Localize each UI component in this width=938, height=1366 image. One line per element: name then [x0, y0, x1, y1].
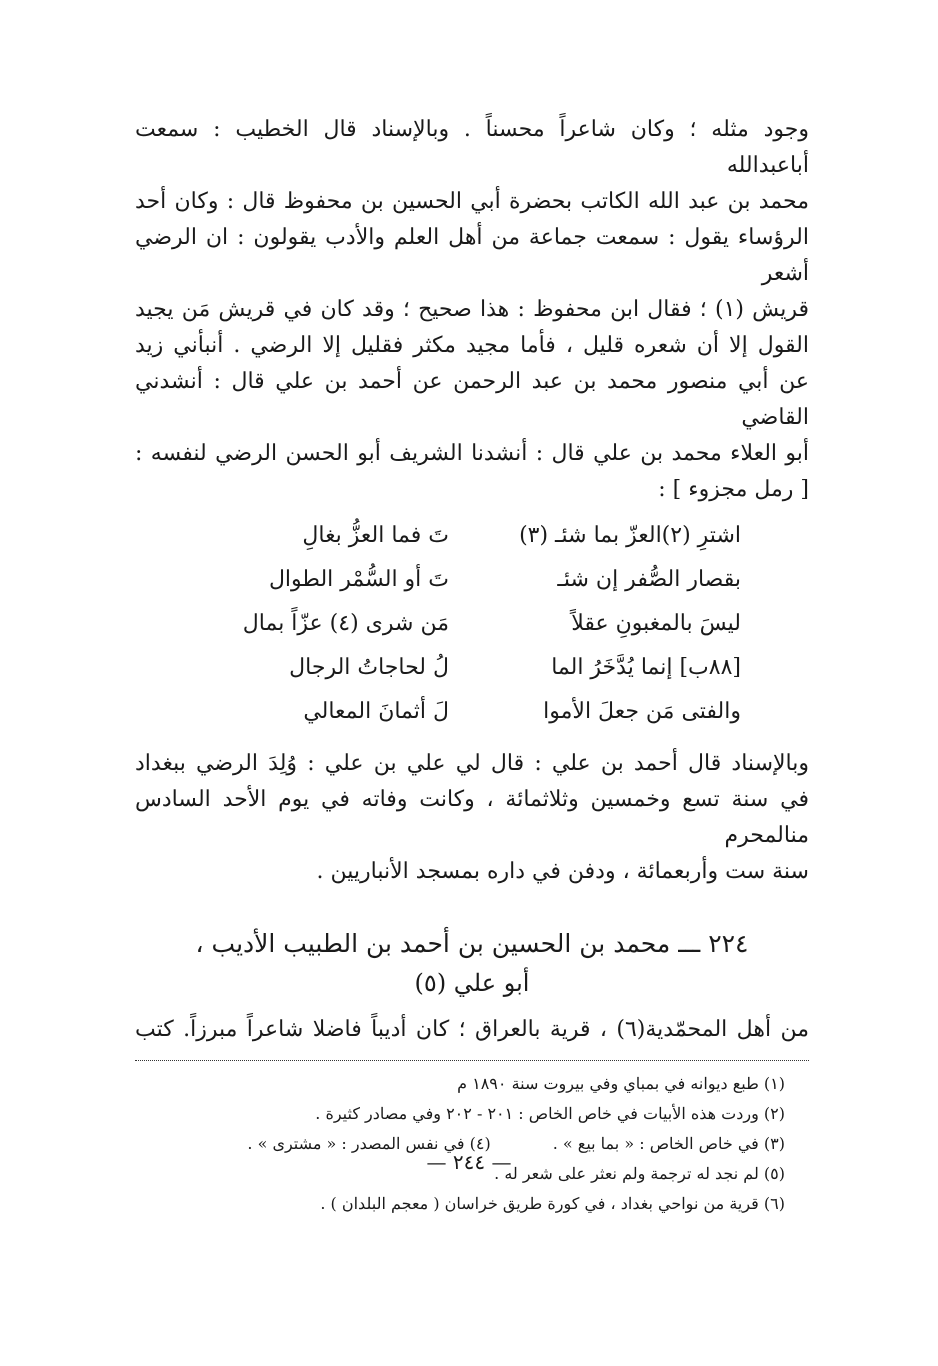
footnote-1: (١) طبع ديوانه في بمباي وفي بيروت سنة ١٨٩٠ م — [457, 1074, 785, 1093]
poem — [135, 514, 809, 734]
verse-line — [135, 646, 809, 690]
verse-line — [135, 558, 809, 602]
verse-first-hemistich: بقصار الصُّفر إن شئـ — [557, 567, 741, 592]
text-line: عن أبي منصور محمد بن عبد الرحمن عن أحمد بن علي قال : أنشدني القاضي — [135, 369, 809, 430]
text-line: الرؤساء يقول : سمعت جماعة من أهل العلم والأدب يقولون : ان الرضي أشعر — [135, 225, 809, 286]
paragraph-1 — [135, 112, 809, 472]
page-number: — ٢٤٤ — — [426, 1150, 512, 1174]
verse-line — [135, 602, 809, 646]
text-line: محمد بن عبد الله الكاتب بحضرة أبي الحسين بن محفوظ قال : وكان أحد — [135, 189, 809, 214]
entry-heading — [135, 924, 809, 1002]
text-line: وجود مثله ؛ وكان شاعراً محسناً . وبالإسناد قال الخطيب : سمعت أباعبدالله — [135, 117, 809, 178]
verse-line — [135, 690, 809, 734]
verse-first-hemistich: والفتى مَن جعلَ الأموا — [543, 699, 741, 724]
entry-title: ٢٢٤ ـــ محمد بن الحسين بن أحمد بن الطبيب الأديب ، — [195, 929, 749, 958]
footnotes — [135, 1069, 809, 1219]
footnote-3: (٣) في خاص الخاص : « بما بيع » . — [552, 1134, 785, 1153]
verse-second-hemistich: لَ أثمانَ المعالي — [303, 699, 449, 724]
verse-second-hemistich: مَن شرى (٤) عزّاً بمال — [242, 611, 449, 636]
entry-subtitle: أبو علي (٥) — [414, 969, 530, 997]
paragraph-3 — [135, 1012, 809, 1048]
text-line: من أهل المحمّدية(٦) ، قرية بالعراق ؛ كان أديباً فاضلا شاعراً مبرزاً. كتب — [135, 1017, 809, 1042]
verse-second-hemistich: لُ لحاجاتُ الرجال — [289, 655, 449, 680]
footnote-4: (٤) في نفس المصدر : « مشترى » . — [247, 1134, 491, 1153]
text-line: القول إلا أن شعره قليل ، فأما مجيد مكثر فقليل إلا الرضي . أنبأني زيد — [135, 333, 809, 358]
verse-first-hemistich: اشترِ (٢)العزّ بما شئـ (٣) — [519, 523, 741, 548]
verse-first-hemistich: ليسَ بالمغبونِ عقلاً — [571, 611, 741, 636]
verse-second-hemistich: تَ فما العزُّ بغالِ — [302, 523, 449, 548]
text-line: في سنة تسع وخمسين وثلاثمائة ، وكانت وفاته في يوم الأحد السادس منالمحرم — [135, 787, 809, 848]
page-body — [135, 112, 809, 1219]
paragraph-2 — [135, 746, 809, 890]
footnote-divider — [135, 1060, 809, 1061]
footnote-2: (٢) وردت هذه الأبيات في خاص الخاص : ٢٠١ - ٢٠٢ وفي مصادر كثيرة . — [315, 1104, 785, 1123]
verse-second-hemistich: تَ أو السُّمْر الطوال — [268, 567, 449, 592]
footnote-5: (٥) لم نجد له ترجمة ولم نعثر على شعر له . — [494, 1164, 785, 1183]
text-line: قريش (١) ؛ فقال ابن محفوظ : هذا صحيح ؛ وقد كان في قريش مَن يجيد — [135, 297, 809, 322]
verse-line — [135, 514, 809, 558]
text-line: أبو العلاء محمد بن علي قال : أنشدنا الشريف أبو الحسن الرضي لنفسه : — [135, 441, 809, 466]
text-line: وبالإسناد قال أحمد بن علي : قال لي علي بن علي : وُلِدَ الرضي ببغداد — [135, 751, 809, 776]
footnote-6: (٦) قرية من نواحي بغداد ، في كورة طريق خراسان ( معجم البلدان ) . — [320, 1194, 785, 1213]
meter-label: [ رمل مجزوء ] : — [658, 477, 809, 502]
text-line: سنة ست وأربعمائة ، ودفن في داره بمسجد الأنباريين . — [316, 859, 809, 884]
verse-first-hemistich: [٨٨ب] إنما يُدَّخَرُ الما — [551, 655, 741, 680]
